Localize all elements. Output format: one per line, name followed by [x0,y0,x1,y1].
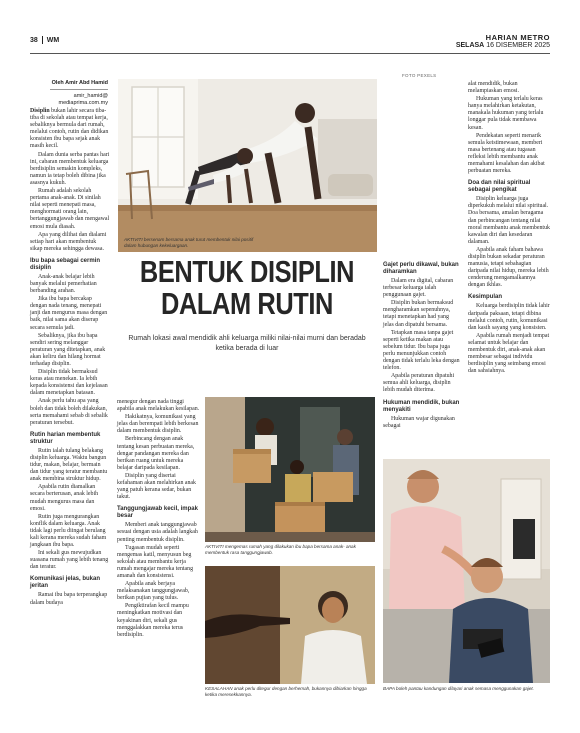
paragraph: Dalam dunia serba pantas hari ini, cabaran membentuk keluarga berdisiplin semakin kompleks, namun ia tetap boleh dibina jika asasnya kukuh. [30,151,110,186]
paragraph: Ramai ibu bapa terperangkap dalam budaya [30,592,108,606]
section-name: WM [46,36,60,44]
photo-exercise-art [118,79,377,252]
paragraph: Apabila rumah menjadi tempat selamat untuk belajar dan membentuk diri, anak-anak akan membesar sebagai individu berdisiplin yang seimbang emosi dan sahsiahnya. [468,332,550,375]
paragraph: Memberi anak tanggungjawab sesuai dengan usia adalah langkah penting membentuk disiplin. [117,522,198,543]
paragraph: Rutin juga mengurangkan konflik dalam keluarga. Anak tidak lagi perlu diingat berulang kali kerana mereka sudah faham jangkaan ibu bapa. [30,513,107,549]
caption-exercise: AKTIVITI bersenam bersama anak turut membentuk nilai positif dalam hubungan kekeluargaan. [124,237,254,248]
photo-gadget-art [383,459,550,683]
paragraph: Anak-anak belajar lebih banyak melalui pemerhatian berbanding arahan. [30,273,97,295]
paragraph: Berbincang dengan anak tentang kesan perbuatan mereka, dengar pandangan mereka dan berikan ruang untuk mereka belajar daripada kesilapan. [117,436,195,471]
paragraph: Apa yang dilihat dan dialami setiap hari akan membentuk sikap mereka sehingga dewasa. [30,231,107,252]
page-header-right [456,33,550,49]
paragraph: Hukuman yang terlalu keras hanya melahirkan ketakutan, manakala hukuman yang terlalu longgar pula tidak membawa kesan. [468,96,544,131]
caption-gadget: BAPA boleh pantau kandungan dilayari anak semasa menggunakan gajet. [383,686,534,691]
paragraph: Dalam era digital, cabaran terbesar keluarga ialah penggunaan gajet. [383,278,454,299]
issue-date-text: 16 DISEMBER 2025 [486,42,550,49]
byline-author: Oleh Amir Abd Hamid [51,80,108,86]
paragraph: Sebaliknya, jika ibu bapa sendiri sering melanggar peraturan yang ditetapkan, anak akan keliru dan hilang hormat terhadap disiplin. [30,332,106,367]
headline-line-2: DALAM RUTIN [161,286,333,321]
caption-family-boxes: AKTIVITI mengemas rumah yang dilakukan ibu bapa bersama anak- anak membentuk rasa tanggungjawab. [205,544,356,555]
paragraph: Disiplin bukan bermaksud mengharamkan sepenuhnya, tetapi menetapkan had yang jelas dan dipatuhi bersama. [383,300,454,328]
subheading: Hukuman mendidik, bukan menyakiti [383,399,460,413]
subheading: Rutin harian membentuk struktur [30,431,101,445]
byline-rule [50,89,108,90]
byline-handle: amir_hamid@ [73,93,108,99]
photo-credit: FOTO PEXELS [402,73,437,78]
article-column-1 [30,108,110,608]
paragraph: Tetapkan masa tanpa gajet seperti ketika makan atau sebelum tidur. Ibu bapa juga perlu menunjukkan contoh dengan tidak terlalu leka dengan telefon. [383,329,460,372]
paragraph: alat mendidik, bukan melampiaskan emosi. [468,81,520,95]
subheading: Doa dan nilai spiritual sebagai pengikat [468,180,531,194]
paragraph: Ini sekali gus mewujudkan suasana rumah yang lebih tenang dan teratur. [30,550,109,571]
photo-scolding [205,566,375,684]
headline-line-1: BENTUK DISIPLIN [139,254,355,289]
paragraph: Disiplin yang disertai kefahaman akan melahirkan anak yang patuh kerana sedar, bukan takut. [117,472,196,501]
paragraph: Jika ibu bapa bercakap dengan nada tenang, menepati janji dan mengurus masa dengan baik, nilai sama akan diserap secara semula jadi. [30,296,108,331]
article-column-3 [383,262,461,431]
paragraph: Apabila anak faham bahawa disiplin bukan sekadar peraturan manusia, tetapi sebahagian daripada nilai hidup, mereka lebih cenderung mengamalkannya dengan ikhlas. [468,246,549,289]
paragraph: Apabila anak berjaya melaksanakan tanggungjawab, berikan pujian yang tulus. [117,581,190,602]
subheading: Ibu bapa sebagai cermin disiplin [30,257,101,271]
byline [30,80,108,107]
paragraph: Hukuman wajar digunakan sebagai [383,415,455,429]
header-rule [30,53,550,54]
paragraph: menegur dengan nada tinggi apabila anak melakukan kesilapan. [117,399,200,413]
subheading: Gajet perlu dikawal, bukan diharamkan [383,262,459,275]
standfirst: Rumah lokasi awal mendidik ahli keluarga miliki nilai-nilai murni dan beradab ketika berada di luar [128,333,366,352]
paper-name: HARIAN METRO [485,33,550,42]
article-column-4 [468,81,550,376]
paragraph: Keluarga berdisiplin tidak lahir daripada paksaan, tetapi dibina melalui contoh, rutin, komunikasi dan kasih sayang yang konsisten. [468,303,550,331]
issue-day: SELASA [455,42,485,49]
paragraph: Apabila peraturan dipatuhi semua ahli keluarga, disiplin lebih mudah diterima. [383,373,455,394]
paragraph: Rutin ialah tulang belakang disiplin keluarga. Waktu bangun tidur, makan, belajar, bermain dan tidur yang teratur membantu anak membina struktur hidup. [30,447,108,483]
lead-word: Disiplin [30,108,50,114]
paragraph: Disiplin keluarga juga diperkukuh melalui nilai spiritual. Doa bersama, amalan beragama dan perbincangan tentang nilai moral membantu anak membentuk kawalan diri dan kesedaran dalaman. [468,196,550,245]
article-column-2 [117,399,200,640]
paragraph-text: bukan lahir secara tiba-tiba di sekolah atau tempat kerja, sebaliknya bermula dari rumah, melalui contoh, rutin dan didikan konsisten ibu bapa sejak anak masih kecil. [30,108,109,150]
caption-scolding: KESALAHAN anak perlu ditegur dengan berhemah, bukannya dibiarkan hingga ketika meresekkannya. [205,686,367,697]
subheading: Tanggungjawab kecil, impak besar [117,506,198,520]
photo-family-boxes [205,397,375,542]
paragraph: Anak perlu tahu apa yang boleh dan tidak boleh dilakukan, serta memahami sebab di sebalik peraturan tersebut. [30,398,108,426]
paragraph: Hakikatnya, komunikasi yang jelas dan berempati lebih berkesan dalam membentuk disiplin. [117,414,199,435]
paragraph: Pendekatan seperti menarik semula keistimewaan, memberi masa bertenang atau tugasan refleksi lebih membantu anak memahami kesalahan dan akibat perbuatan mereka. [468,132,545,175]
paragraph: Tugasan mudah seperti mengemas katil, menyusun beg sekolah atau membantu kerja rumah mengajar mereka tentang amanah dan konsistensi. [117,544,194,579]
page-number: 38 [30,36,38,44]
header-divider [42,36,43,44]
photo-gadget [383,459,550,683]
photo-exercise [118,79,377,252]
paragraph [30,108,110,151]
byline-email: mediaprima.com.my [58,100,108,106]
paragraph: Rumah adalah sekolah pertama anak-anak. Di sinilah nilai seperti menepati masa, menghormati orang lain, bertanggungjawab dan mengawal emosi mula diasah. [30,188,110,230]
subheading: Komunikasi jelas, bukan jeritan [30,576,101,590]
page-header-left [30,36,59,44]
article-headline [140,256,355,320]
photo-family-boxes-art [205,397,375,542]
issue-date [456,42,550,49]
photo-scolding-art [205,566,375,684]
subheading: Kesimpulan [468,294,503,301]
paragraph: Apabila rutin diamalkan secara berterusan, anak lebih mudah mengurus masa dan emosi. [30,484,99,512]
paragraph: Pengiktirafan kecil mampu meningkatkan motivasi dan keyakinan diri, sekali gus menggalakkan mereka terus berdisiplin. [117,603,189,638]
paragraph: Disiplin tidak bermaksud keras atau menekan. Ia lebih kepada konsistensi dan kejelasan dalam menetapkan batasan. [30,369,108,397]
